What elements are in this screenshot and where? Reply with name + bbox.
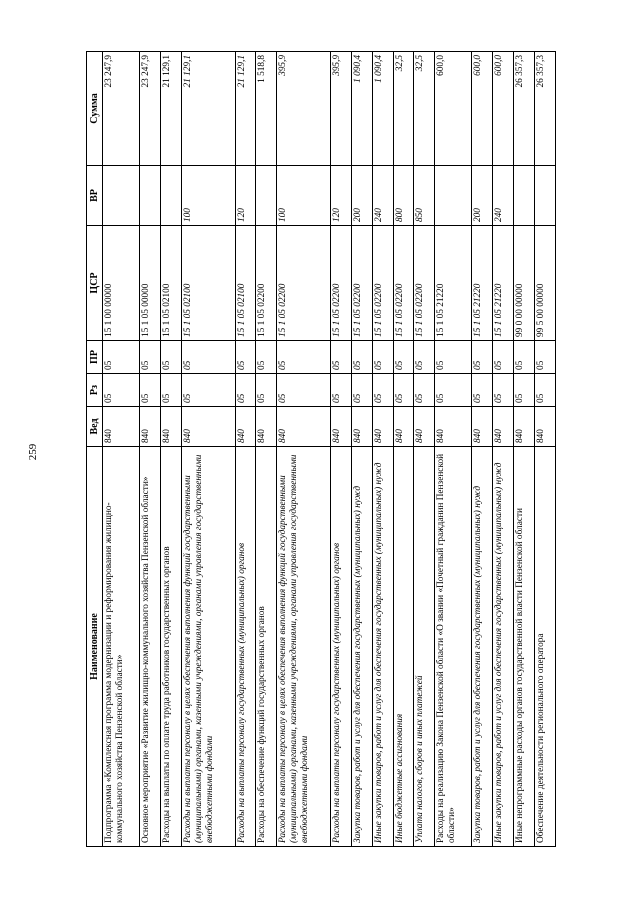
cell-ved: 840 (351, 407, 372, 447)
cell-sum: 23 247,9 (103, 52, 140, 166)
cell-ved: 840 (372, 407, 393, 447)
cell-vr: 240 (493, 166, 514, 226)
cell-pr: 05 (435, 341, 472, 374)
cell-sum: 600,0 (472, 52, 493, 166)
cell-rz: 05 (372, 374, 393, 407)
cell-ved: 840 (140, 407, 161, 447)
cell-name: Расходы на выплаты по оплате труда работников государственных органов (161, 447, 182, 847)
cell-sum: 21 129,1 (161, 52, 182, 166)
cell-name: Обеспечение деятельности регионального оператора (535, 447, 556, 847)
cell-pr: 05 (161, 341, 182, 374)
cell-pr: 05 (351, 341, 372, 374)
table-row (330, 52, 351, 847)
cell-rz: 05 (414, 374, 435, 407)
table-row (256, 52, 277, 847)
cell-csr: 15 1 05 02200 (277, 226, 331, 341)
cell-rz: 05 (161, 374, 182, 407)
table-row (535, 52, 556, 847)
table-row (235, 52, 256, 847)
budget-table-rotated (86, 52, 556, 847)
cell-ved: 840 (277, 407, 331, 447)
cell-pr: 05 (372, 341, 393, 374)
cell-name: Расходы на реализацию Закона Пензенской области «О звании «Почетный гражданин Пензенской области» (435, 447, 472, 847)
cell-vr (161, 166, 182, 226)
cell-ved: 840 (435, 407, 472, 447)
cell-sum: 1 518,8 (256, 52, 277, 166)
cell-vr: 100 (277, 166, 331, 226)
header-ved: Вед (87, 407, 103, 447)
cell-vr: 100 (181, 166, 235, 226)
cell-ved: 840 (256, 407, 277, 447)
cell-vr (435, 166, 472, 226)
table-header-row (87, 52, 103, 847)
cell-pr: 05 (235, 341, 256, 374)
cell-csr: 15 1 05 02200 (256, 226, 277, 341)
cell-vr: 120 (330, 166, 351, 226)
table-row (493, 52, 514, 847)
cell-vr (103, 166, 140, 226)
cell-rz: 05 (493, 374, 514, 407)
cell-ved: 840 (535, 407, 556, 447)
cell-pr: 05 (181, 341, 235, 374)
cell-csr: 15 1 05 00000 (140, 226, 161, 341)
cell-csr: 15 1 05 21220 (493, 226, 514, 341)
cell-csr: 15 1 05 02200 (393, 226, 414, 341)
cell-pr: 05 (393, 341, 414, 374)
cell-csr: 15 1 05 21220 (435, 226, 472, 341)
table-row (161, 52, 182, 847)
cell-sum: 1 090,4 (372, 52, 393, 166)
cell-rz: 05 (256, 374, 277, 407)
cell-csr: 15 1 05 21220 (472, 226, 493, 341)
cell-sum: 23 247,9 (140, 52, 161, 166)
cell-sum: 32,5 (414, 52, 435, 166)
cell-vr: 200 (351, 166, 372, 226)
cell-name: Подпрограмма «Комплексная программа модернизации и реформирования жилищно-коммунального хозяйства Пензенской области» (103, 447, 140, 847)
cell-rz: 05 (472, 374, 493, 407)
cell-name: Основное мероприятие «Развитие жилищно-коммунального хозяйства Пензенской области» (140, 447, 161, 847)
cell-vr (256, 166, 277, 226)
cell-ved: 840 (472, 407, 493, 447)
cell-rz: 05 (235, 374, 256, 407)
cell-vr (140, 166, 161, 226)
cell-pr: 05 (277, 341, 331, 374)
cell-ved: 840 (393, 407, 414, 447)
cell-vr: 800 (393, 166, 414, 226)
cell-pr: 05 (414, 341, 435, 374)
cell-rz: 05 (393, 374, 414, 407)
header-name: Наименование (87, 447, 103, 847)
cell-sum: 395,9 (330, 52, 351, 166)
cell-sum: 1 090,4 (351, 52, 372, 166)
header-csr: ЦСР (87, 226, 103, 341)
cell-name: Расходы на выплаты персоналу в целях обеспечения выполнения функций государственными (муниципальными) органами, казенными учреждениями, органами управления государственными внебюджетными фондами (181, 447, 235, 847)
cell-name: Расходы на выплаты персоналу государственных (муниципальных) органов (235, 447, 256, 847)
table-row (103, 52, 140, 847)
cell-sum: 26 357,3 (535, 52, 556, 166)
cell-csr: 15 1 05 02100 (181, 226, 235, 341)
cell-vr (514, 166, 535, 226)
cell-rz: 05 (351, 374, 372, 407)
cell-vr: 200 (472, 166, 493, 226)
cell-sum: 32,5 (393, 52, 414, 166)
cell-sum: 21 129,1 (181, 52, 235, 166)
cell-pr: 05 (514, 341, 535, 374)
cell-name: Расходы на выплаты персоналу в целях обеспечения выполнения функций государственными (муниципальными) органами, казенными учреждениями, органами управления государственными внебюджетными фондами (277, 447, 331, 847)
cell-sum: 600,0 (435, 52, 472, 166)
cell-pr: 05 (256, 341, 277, 374)
header-pr: ПР (87, 341, 103, 374)
cell-pr: 05 (103, 341, 140, 374)
table-row (472, 52, 493, 847)
cell-name: Расходы на обеспечение функций государственных органов (256, 447, 277, 847)
cell-rz: 05 (514, 374, 535, 407)
cell-csr: 15 1 05 02200 (351, 226, 372, 341)
cell-rz: 05 (140, 374, 161, 407)
cell-ved: 840 (103, 407, 140, 447)
cell-csr: 15 1 05 02100 (235, 226, 256, 341)
table-row (140, 52, 161, 847)
header-rz: Рз (87, 374, 103, 407)
cell-sum: 395,9 (277, 52, 331, 166)
page-number: 259 (27, 443, 39, 461)
cell-name: Закупка товаров, работ и услуг для обеспечения государственных (муниципальных) нужд (472, 447, 493, 847)
cell-rz: 05 (277, 374, 331, 407)
table-row (514, 52, 535, 847)
cell-csr: 15 1 05 02200 (414, 226, 435, 341)
cell-vr: 850 (414, 166, 435, 226)
cell-name: Расходы на выплаты персоналу государственных (муниципальных) органов (330, 447, 351, 847)
table-row (372, 52, 393, 847)
header-vr: ВР (87, 166, 103, 226)
cell-name: Иные закупки товаров, работ и услуг для обеспечения государственных (муниципальных) нужд (493, 447, 514, 847)
cell-vr: 120 (235, 166, 256, 226)
cell-pr: 05 (330, 341, 351, 374)
cell-name: Иные непрограммные расходы органов государственной власти Пензенской области (514, 447, 535, 847)
table-row (393, 52, 414, 847)
cell-ved: 840 (161, 407, 182, 447)
cell-ved: 840 (514, 407, 535, 447)
cell-vr: 240 (372, 166, 393, 226)
cell-pr: 05 (535, 341, 556, 374)
budget-table-container (86, 52, 556, 847)
cell-sum: 26 357,3 (514, 52, 535, 166)
cell-name: Иные закупки товаров, работ и услуг для обеспечения государственных (муниципальных) нужд (372, 447, 393, 847)
cell-csr: 99 0 00 00000 (514, 226, 535, 341)
cell-csr: 15 1 00 00000 (103, 226, 140, 341)
table-row (277, 52, 331, 847)
cell-ved: 840 (235, 407, 256, 447)
cell-name: Закупка товаров, работ и услуг для обеспечения государственных (муниципальных) нужд (351, 447, 372, 847)
cell-csr: 99 5 00 00000 (535, 226, 556, 341)
cell-sum: 21 129,1 (235, 52, 256, 166)
cell-rz: 05 (535, 374, 556, 407)
table-row (414, 52, 435, 847)
cell-rz: 05 (435, 374, 472, 407)
table-row (435, 52, 472, 847)
cell-csr: 15 1 05 02100 (161, 226, 182, 341)
cell-ved: 840 (493, 407, 514, 447)
table-row (181, 52, 235, 847)
cell-sum: 600,0 (493, 52, 514, 166)
cell-rz: 05 (103, 374, 140, 407)
cell-name: Иные бюджетные ассигнования (393, 447, 414, 847)
cell-ved: 840 (330, 407, 351, 447)
cell-pr: 05 (140, 341, 161, 374)
table-body (103, 52, 556, 847)
cell-name: Уплата налогов, сборов и иных платежей (414, 447, 435, 847)
cell-ved: 840 (181, 407, 235, 447)
table-row (351, 52, 372, 847)
cell-pr: 05 (493, 341, 514, 374)
cell-vr (535, 166, 556, 226)
cell-pr: 05 (472, 341, 493, 374)
header-sum: Сумма (87, 52, 103, 166)
budget-table (86, 51, 556, 847)
cell-rz: 05 (330, 374, 351, 407)
cell-csr: 15 1 05 02200 (372, 226, 393, 341)
cell-rz: 05 (181, 374, 235, 407)
cell-ved: 840 (414, 407, 435, 447)
cell-csr: 15 1 05 02200 (330, 226, 351, 341)
